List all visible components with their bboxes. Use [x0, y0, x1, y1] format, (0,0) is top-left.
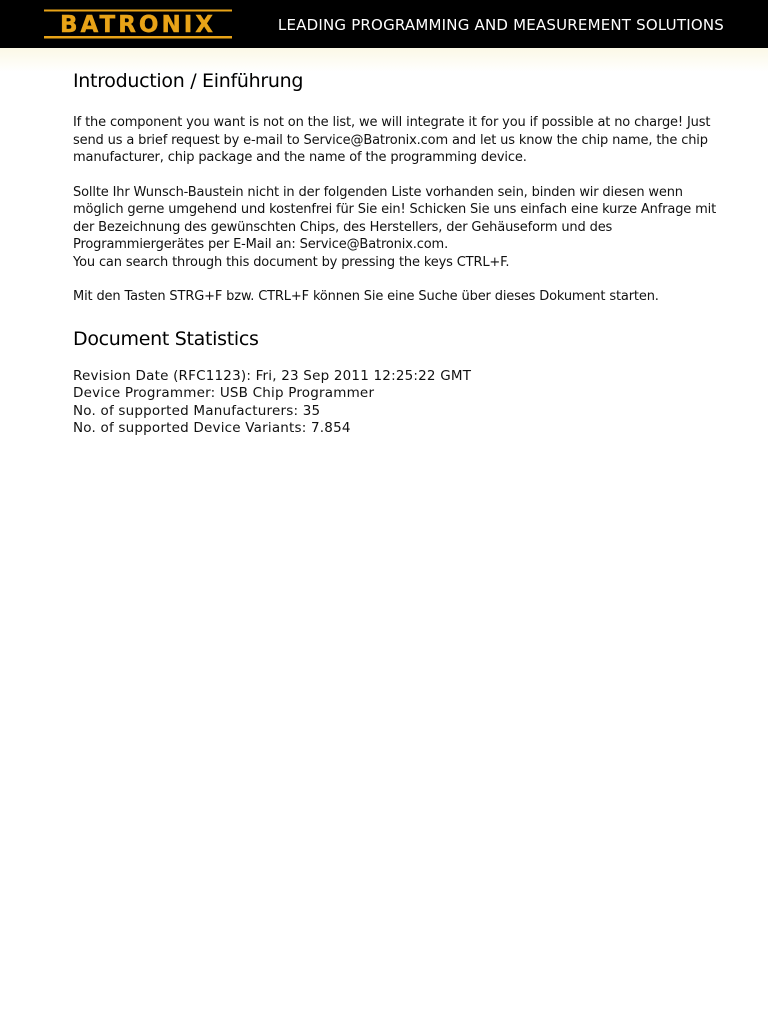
stats-heading: Document Statistics	[73, 327, 259, 350]
document-body	[73, 68, 723, 438]
intro-paragraph-german: Sollte Ihr Wunsch-Baustein nicht in der folgenden Liste vorhanden sein, binden wir diesen wenn möglich gerne umgehend und kostenfrei für Sie ein! Schicken Sie uns einfach eine kurze Anfrage mit der Bezeichnung des gewünschten Chips, des Herstellers, der Gehäuseform und des Programmiergerätes per E-Mail an: Service@Batronix.com.	[73, 184, 717, 252]
header-tagline: LEADING PROGRAMMING AND MEASUREMENT SOLUTIONS	[277, 16, 724, 34]
stat-revision-date: Revision Date (RFC1123): Fri, 23 Sep 2011 12:25:22 GMT	[73, 367, 472, 384]
intro-heading: Introduction / Einführung	[73, 70, 304, 92]
search-hint-english: You can search through this document by pressing the keys CTRL+F.	[73, 254, 510, 270]
batronix-logo	[44, 9, 232, 39]
page-header	[0, 0, 768, 48]
stats-list	[73, 368, 723, 438]
logo-text: BATRONIX	[59, 12, 217, 38]
stat-device-programmer: Device Programmer: USB Chip Programmer	[73, 385, 375, 401]
intro-paragraph-english: If the component you want is not on the list, we will integrate it for you if possible at no charge! Just send us a brief request by e-mail to Service@Batronix.com and let us know the chip name, the chip manufacturer, chip package and the name of the programming device.	[73, 115, 711, 165]
search-hint-german: Mit den Tasten STRG+F bzw. CTRL+F können Sie eine Suche über dieses Dokument starten.	[73, 289, 659, 304]
stat-manufacturers: No. of supported Manufacturers: 35	[73, 402, 321, 419]
stat-device-variants: No. of supported Device Variants: 7.854	[73, 420, 351, 436]
